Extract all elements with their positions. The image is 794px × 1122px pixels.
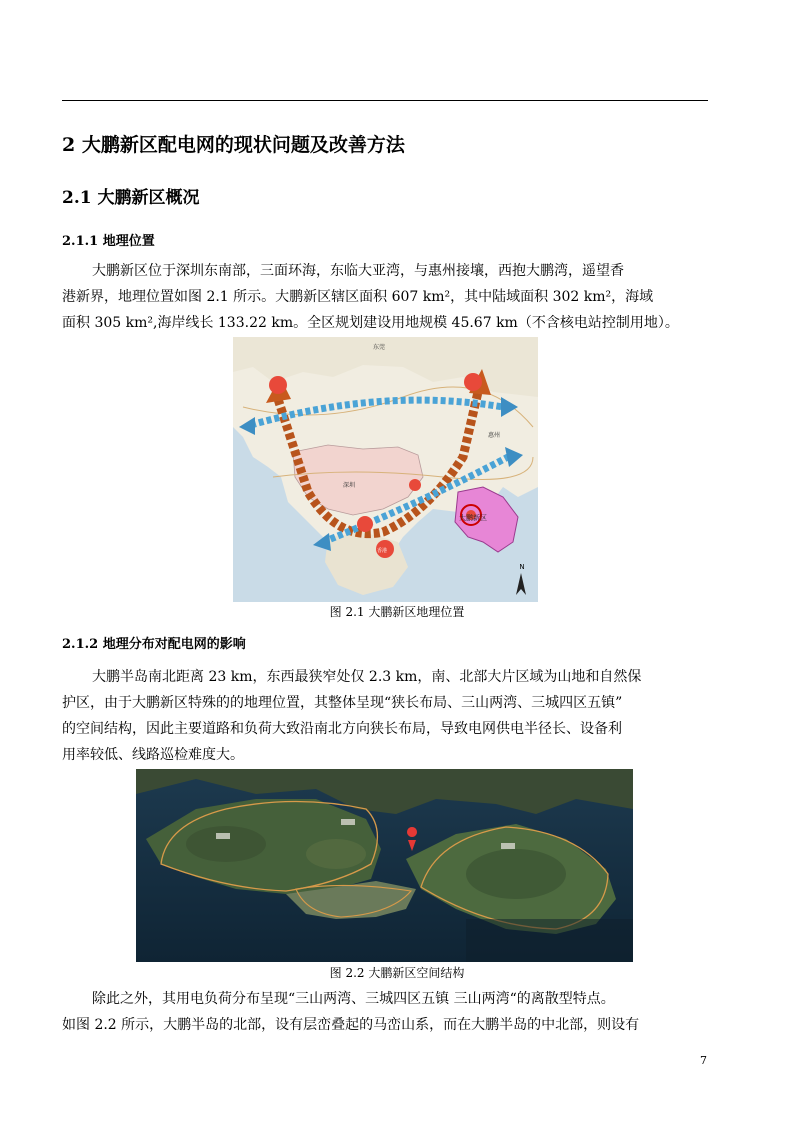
figure-regional-map [233,337,538,602]
chapter-title: 2 大鹏新区配电网的现状问题及改善方法 [62,134,405,156]
text-line: 港新界，地理位置如图 2.1 所示。大鹏新区辖区面积 607 km²，其中陆域面积 302 km²，海域 [62,289,654,305]
text-line: 护区，由于大鹏新区特殊的的地理位置，其整体呈现“狭长布局、三山两湾、三城四区五镇” [62,695,623,711]
subsection-title-location: 2.1.1 地理位置 [62,234,155,249]
text-line: 的空间结构，因此主要道路和负荷大致沿南北方向狭长布局，导致电网供电半径长、设备利 [62,721,622,737]
paragraph-impact [62,664,708,768]
text-line: 面积 305 km²,海岸线长 133.22 km。全区规划建设用地规模 45.67 km（不含核电站控制用地）。 [62,315,679,331]
text-line: 用率较低、线路巡检难度大。 [62,747,244,763]
map-label: 惠州 [488,432,501,439]
page-number: 7 [700,1054,707,1067]
text-line: 大鹏半岛南北距离 23 km，东西最狭窄处仅 2.3 km，南、北部大片区域为山地和自然保 [92,669,642,685]
text-line: 除此之外，其用电负荷分布呈现“三山两湾、三城四区五镇 三山两湾“的离散型特点。 [92,991,615,1007]
subsection-title-impact: 2.1.2 地理分布对配电网的影响 [62,637,246,652]
map-label: 东莞 [373,344,386,351]
section-title: 2.1 大鹏新区概况 [62,188,200,208]
map-label: 香港 [377,548,388,554]
figure-1-caption: 图 2.1 大鹏新区地理位置 [329,605,465,619]
text-line: 如图 2.2 所示，大鹏半岛的北部，设有层峦叠起的马峦山系，而在大鹏半岛的中北部，则设有 [62,1017,640,1033]
map-label: 深圳 [343,482,356,489]
paragraph-load-distribution [62,986,708,1038]
header-rule [62,100,708,101]
paragraph-location [62,258,708,336]
figure-2-caption: 图 2.2 大鹏新区空间结构 [329,966,465,980]
figure-satellite-image [136,769,633,962]
svg-text:N: N [519,563,525,571]
text-line: 大鹏新区位于深圳东南部，三面环海，东临大亚湾，与惠州接壤，西抱大鹏湾，遥望香 [92,263,624,279]
map-label: 大鹏新区 [459,514,487,522]
